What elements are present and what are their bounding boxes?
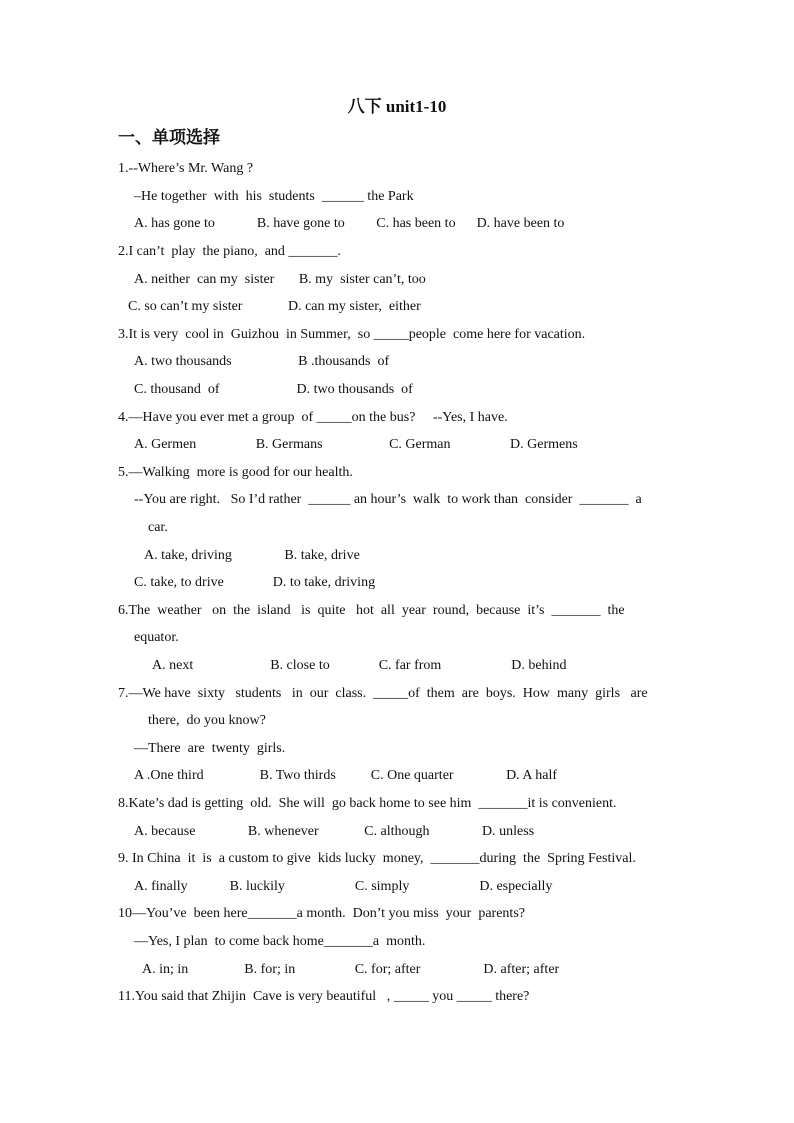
question-1: 1.--Where’s Mr. Wang ? [118,161,254,176]
question-1-response: –He together with his students ______ the Park [134,189,414,204]
question-2-options-row1: A. neither can my sister B. my sister can’t, too [134,272,426,287]
question-7: 7.—We have sixty students in our class. _____of them are boys. How many girls are [118,686,648,701]
question-5-options-row1: A. take, driving B. take, drive [144,548,360,563]
question-10-options: A. in; in B. for; in C. for; after D. after; after [142,962,560,977]
question-4: 4.—Have you ever met a group of _____on the bus? --Yes, I have. [118,410,508,425]
question-7-cont: there, do you know? [148,713,266,728]
question-5: 5.—Walking more is good for our health. [118,465,353,480]
question-4-options: A. Germen B. Germans C. German D. Germens [134,437,578,452]
question-3: 3.It is very cool in Guizhou in Summer, so _____people come here for vacation. [118,327,586,342]
question-5-response: --You are right. So I’d rather ______ an hour’s walk to work than consider _______ a [134,492,642,507]
question-7-options: A .One third B. Two thirds C. One quarter D. A half [134,768,558,783]
question-9-options: A. finally B. luckily C. simply D. especially [134,879,553,894]
question-10: 10—You’ve been here_______a month. Don’t you miss your parents? [118,906,525,921]
question-5-options-row2: C. take, to drive D. to take, driving [134,575,376,590]
question-8: 8.Kate’s dad is getting old. She will go back home to see him _______it is convenient. [118,796,617,811]
question-1-options: A. has gone to B. have gone to C. has been to D. have been to [134,216,565,231]
question-6-options: A. next B. close to C. far from D. behind [152,658,567,673]
question-7-response: —There are twenty girls. [134,741,286,756]
question-6-cont: equator. [134,630,179,645]
question-6: 6.The weather on the island is quite hot all year round, because it’s _______ the [118,603,625,618]
question-2: 2.I can’t play the piano, and _______. [118,244,341,259]
question-8-options: A. because B. whenever C. although D. unless [134,824,535,839]
question-2-options-row2: C. so can’t my sister D. can my sister, either [128,299,421,314]
question-3-options-row2: C. thousand of D. two thousands of [134,382,413,397]
question-9: 9. In China it is a custom to give kids lucky money, _______during the Spring Festival. [118,851,636,866]
section-heading: 一、单项选择 [118,128,220,147]
document-title: 八下 unit1-10 [347,97,447,116]
question-11: 11.You said that Zhijin Cave is very beautiful , _____ you _____ there? [118,989,530,1004]
question-10-response: —Yes, I plan to come back home_______a month. [134,934,426,949]
question-3-options-row1: A. two thousands B .thousands of [134,354,390,369]
question-5-response-cont: car. [148,520,168,535]
